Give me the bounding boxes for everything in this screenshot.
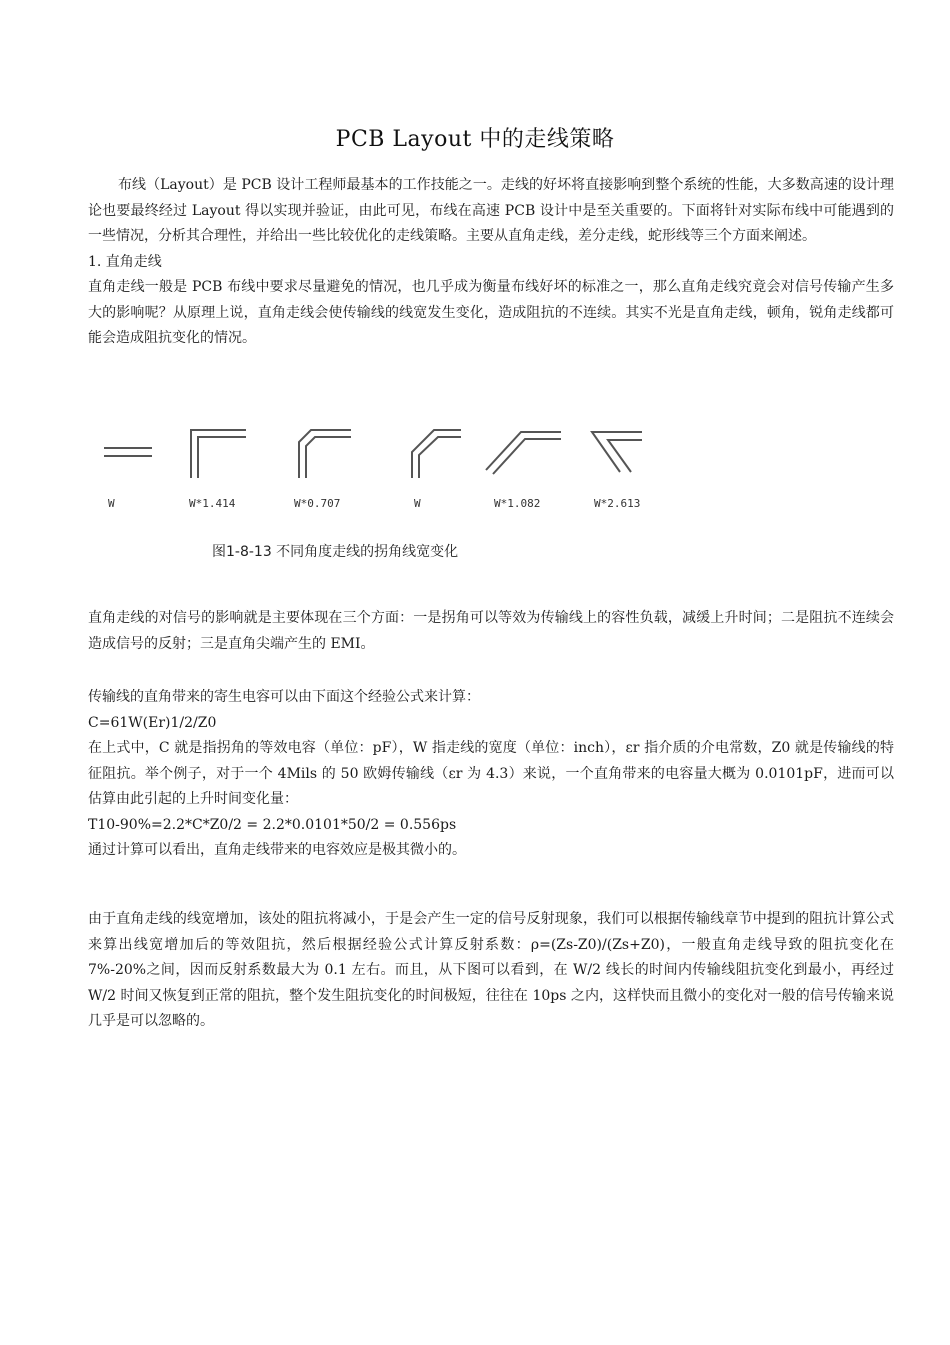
corner-width-figure bbox=[88, 420, 668, 570]
acute-angle-trace-shape bbox=[592, 432, 642, 472]
figure-label: W bbox=[414, 497, 421, 510]
straight-trace-shape bbox=[104, 448, 152, 456]
effects-section bbox=[88, 606, 894, 657]
figure-label: W bbox=[108, 497, 115, 510]
capacitance-explanation: 在上式中，C 就是指拐角的等效电容（单位：pF），W 指走线的宽度（单位：inch），εr 指介质的介电常数，Z0 就是传输线的特征阻抗。举个例子，对于一个 4Mils 的 50 欧姆传输线（εr 为 4.3）来说，一个直角带来的电容量大概为 0.0101pF，进而可以估算由此引起的上升时间变化量： bbox=[88, 740, 894, 807]
capacitance-conclusion: 通过计算可以看出，直角走线带来的电容效应是极其微小的。 bbox=[88, 842, 466, 858]
figure-caption: 图1-8-13 不同角度走线的拐角线宽变化 bbox=[212, 544, 459, 560]
reflection-paragraph: 由于直角走线的线宽增加，该处的阻抗将减小，于是会产生一定的信号反射现象，我们可以根据传输线章节中提到的阻抗计算公式来算出线宽增加后的等效阻抗，然后根据经验公式计算反射系数：ρ=(Zs-Z0)/(Zs+Z0)，一般直角走线导致的阻抗变化在 7%-20%之间，因而反射系数最大为 0.1 左右。而且，从下图可以看到，在 W/2 线长的时间内传输线阻抗变化到最小，再经过 W/2 时间又恢复到正常的阻抗，整个发生阻抗变化的时间极短，往往在 10ps 之内，这样快而且微小的变化对一般的信号传输来说几乎是可以忽略的。 bbox=[88, 911, 894, 1029]
intro-section bbox=[88, 173, 894, 352]
figure-label: W*0.707 bbox=[294, 497, 341, 510]
page-title: PCB Layout 中的走线策略 bbox=[335, 127, 615, 152]
reflection-section bbox=[88, 907, 894, 1035]
figure-label: W*2.613 bbox=[594, 497, 641, 510]
capacitance-formula: C=61W(Er)1/2/Z0 bbox=[88, 714, 217, 731]
trace-corners-diagram bbox=[88, 420, 668, 520]
intro-paragraph: 布线（Layout）是 PCB 设计工程师最基本的工作技能之一。走线的好坏将直接影响到整个系统的性能，大多数高速的设计理论也要最终经过 Layout 得以实现并验证，由此可见，布线在高速 PCB 设计中是至关重要的。下面将针对实际布线中可能遇到的一些情况，分析其合理性，并给出一些比较优化的走线策略。主要从直角走线，差分走线，蛇形线等三个方面来阐述。 bbox=[88, 177, 894, 244]
capacitance-section bbox=[88, 685, 894, 864]
rise-time-formula: T10-90%=2.2*C*Z0/2 = 2.2*0.0101*50/2 = 0.556ps bbox=[88, 816, 457, 833]
section-paragraph: 直角走线一般是 PCB 布线中要求尽量避免的情况，也几乎成为衡量布线好坏的标准之一，那么直角走线究竟会对信号传输产生多大的影响呢？从原理上说，直角走线会使传输线的线宽发生变化，造成阻抗的不连续。其实不光是直角走线，顿角，锐角走线都可能会造成阻抗变化的情况。 bbox=[88, 279, 894, 346]
effects-paragraph: 直角走线的对信号的影响就是主要体现在三个方面：一是拐角可以等效为传输线上的容性负载，减缓上升时间；二是阻抗不连续会造成信号的反射；三是直角尖端产生的 EMI。 bbox=[88, 610, 894, 652]
bend-135-trace-shape bbox=[412, 430, 461, 478]
right-angle-trace-shape bbox=[191, 430, 246, 478]
capacitance-intro: 传输线的直角带来的寄生电容可以由下面这个经验公式来计算： bbox=[88, 689, 480, 705]
diagonal-trace-shape bbox=[486, 432, 561, 474]
chamfered-trace-shape bbox=[299, 430, 351, 478]
figure-label: W*1.414 bbox=[189, 497, 236, 510]
section-heading: 1. 直角走线 bbox=[88, 253, 162, 270]
figure-label: W*1.082 bbox=[494, 497, 541, 510]
